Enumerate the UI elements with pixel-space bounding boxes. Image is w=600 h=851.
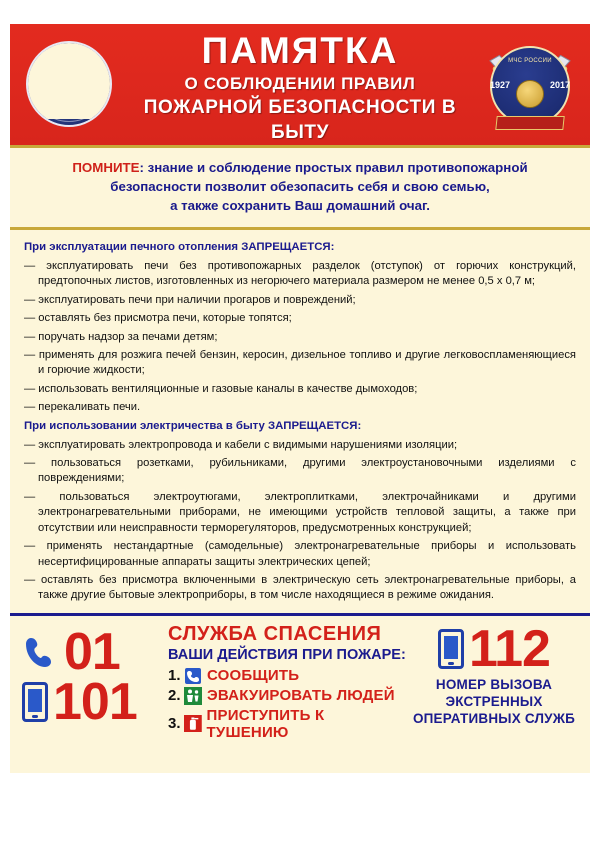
section-title-electricity-caps: ЗАПРЕЩАЕТСЯ: (268, 419, 362, 432)
page-title: ПАМЯТКА (201, 30, 399, 71)
rules-content (10, 230, 590, 613)
action-index: 3. (168, 715, 181, 733)
emblem-year-to: 2017 (549, 80, 570, 90)
emergency-number-112: 112 (469, 619, 550, 678)
remember-line-1 (24, 158, 576, 177)
emergency-label-line-3: ОПЕРАТИВНЫХ СЛУЖБ (412, 710, 576, 726)
header-titles (120, 30, 480, 145)
emblem-year-from: 1927 (490, 80, 511, 90)
action-item (168, 667, 408, 685)
emergency-label-line-2: ЭКСТРЕННЫХ (445, 693, 543, 709)
rescue-service-title: СЛУЖБА СПАСЕНИЯ (168, 622, 382, 645)
rule-item: — использовать вентиляционные и газовые каналы в качестве дымоходов; (24, 382, 418, 395)
rule-item: — эксплуатировать печи без противопожарных разделок (отступок) от горючих конструкций, предтопочных листов, изготовленных из негорючего материала размером не менее 0,5 х 0,7 м; (24, 260, 576, 288)
mobile-phone-icon (22, 682, 48, 722)
remember-line-2: безопасности позволит обезопасить себя и свою семью, (110, 179, 490, 194)
emergency-numbers-block (10, 613, 590, 773)
emblem-mchs-anniversary-icon (482, 36, 578, 132)
action-item (168, 687, 408, 705)
phone-icon (184, 667, 202, 685)
mobile-phone-icon (438, 629, 464, 669)
page-subtitle-2: ПОЖАРНОЙ БЕЗОПАСНОСТИ В БЫТУ (143, 97, 457, 143)
rule-item: — оставлять без присмотра печи, которые топятся; (24, 312, 292, 325)
rule-item: — перекаливать печи. (24, 401, 141, 414)
rule-item: — эксплуатировать электропровода и кабели с видимыми нарушениями изоляции; (24, 438, 458, 451)
action-index: 2. (168, 687, 181, 705)
emergency-label-line-1: НОМЕР ВЫЗОВА (435, 676, 553, 692)
fire-number-mobile (22, 672, 137, 731)
section-title-stove-plain: При эксплуатации печного отопления (24, 241, 242, 253)
section-title-stove-caps: ЗАПРЕЩАЕТСЯ: (241, 241, 335, 253)
actions-title: ВАШИ ДЕЙСТВИЯ ПРИ ПОЖАРЕ: (168, 646, 406, 663)
rule-item: — пользоваться розетками, рубильниками, другими электроустановочными изделиями с повреждениями; (24, 457, 576, 485)
emblem-mchs-label: МЧС РОССИИ (508, 58, 552, 64)
remember-line-1-text: : знание и соблюдение простых правил противопожарной (139, 160, 528, 175)
action-label: ЭВАКУИРОВАТЬ ЛЮДЕЙ (207, 687, 395, 705)
poster-header (10, 24, 590, 145)
rule-item: — применять для розжига печей бензин, керосин, дизельное топливо и другие легковоспламеняющиеся и горючие жидкости; (24, 349, 576, 377)
fire-number-101: 101 (53, 672, 137, 731)
section-title-electricity-plain: При использовании электричества в быту (24, 419, 269, 432)
rule-item: — применять нестандартные (самодельные) электронагревательные приборы и использовать несертифицированные аппараты защиты электрических цепей; (24, 540, 576, 568)
phone-handset-icon (24, 635, 58, 669)
extinguisher-icon (184, 715, 202, 733)
emblem-ribbon (495, 116, 564, 130)
people-evacuate-icon (184, 687, 202, 705)
action-label: СООБЩИТЬ (207, 667, 300, 685)
fire-number-landline (24, 622, 120, 681)
page-subtitle-1: О СОБЛЮДЕНИИ ПРАВИЛ (184, 74, 416, 93)
emblem-ring-bottom-label (28, 41, 110, 119)
emergency-112-block (404, 619, 584, 727)
section-title-stove (24, 240, 576, 255)
action-item (168, 707, 408, 741)
emblem-mchs-bashkortostan-icon (26, 41, 112, 127)
action-label: ПРИСТУПИТЬ К ТУШЕНИЮ (206, 706, 325, 741)
rule-item: — эксплуатировать печи при наличии прогаров и повреждений; (24, 293, 356, 306)
rescue-instructions (168, 622, 408, 743)
fire-number-01: 01 (64, 622, 120, 681)
section-title-electricity (24, 419, 576, 434)
remember-banner (10, 145, 590, 230)
emblem-center-badge-icon (516, 80, 544, 108)
rule-item: — оставлять без присмотра включенными в электрическую сеть электронагревательные приборы, а также другие бытовые электроприборы, в том числе находящиеся в режиме ожидания. (24, 573, 576, 602)
rule-item: — пользоваться электроутюгами, электроплитками, электрочайниками и другими электронагревательными приборами, не имеющими устройств тепловой защиты, а также при отсутствии или неисправности терморегуляторов, предусмотренных конструкцией; (24, 490, 576, 534)
fire-service-numbers (18, 620, 168, 770)
remember-lead: ПОМНИТЕ (72, 160, 140, 175)
emergency-112-row (404, 619, 584, 678)
rule-item: — поручать надзор за печами детям; (24, 330, 218, 343)
poster-sheet (10, 24, 590, 824)
action-index: 1. (168, 667, 181, 685)
remember-line-3: а также сохранить Ваш домашний очаг. (170, 198, 430, 213)
